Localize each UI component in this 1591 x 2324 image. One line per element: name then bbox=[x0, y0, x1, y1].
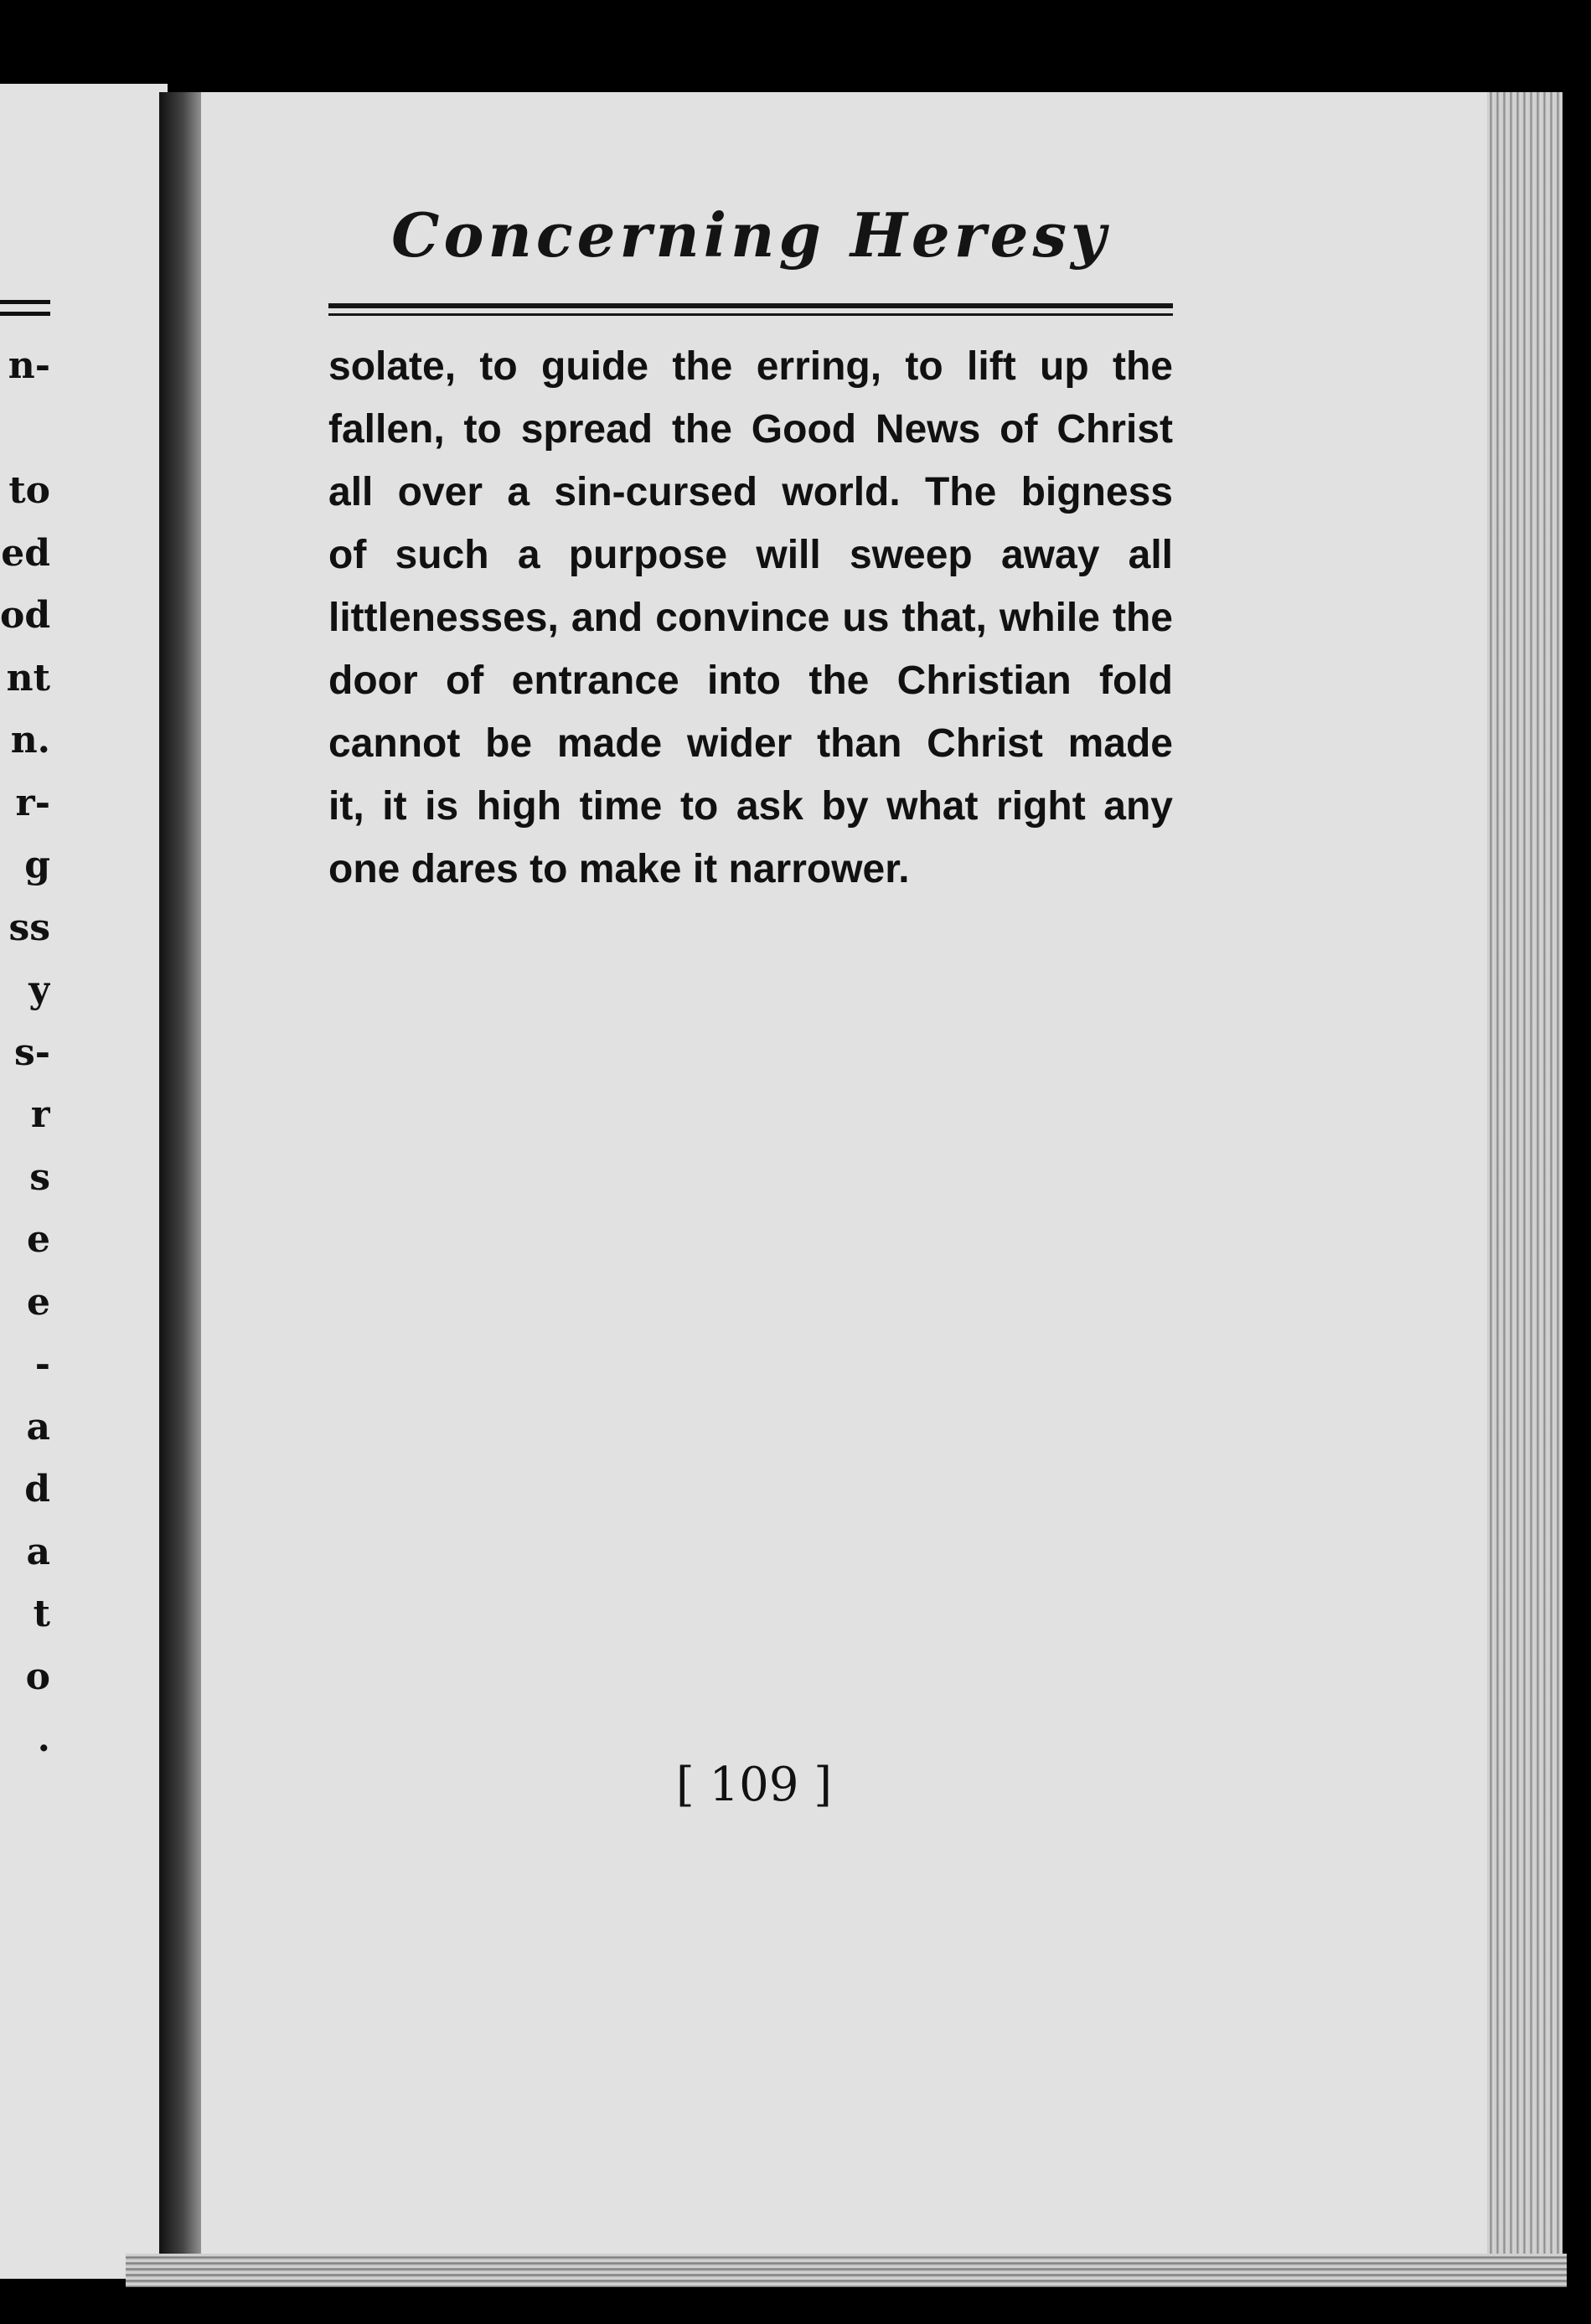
facing-line: od bbox=[0, 594, 50, 637]
text-line: one dares to make it narrower. bbox=[328, 847, 910, 891]
facing-line: s bbox=[29, 1155, 50, 1199]
bottom-page-edges bbox=[126, 2254, 1567, 2287]
page-number: [ 109 ] bbox=[675, 1758, 833, 1812]
text-line: solate, to guide the erring, to lift up the bbox=[328, 344, 1173, 389]
facing-line: e bbox=[27, 1218, 50, 1261]
facing-page-text-fragments bbox=[0, 335, 50, 1771]
body-text bbox=[328, 335, 1173, 901]
facing-line: ed bbox=[1, 531, 50, 575]
text-line: door of entrance into the Christian fold bbox=[328, 658, 1173, 703]
running-head: Concerning Heresy bbox=[391, 199, 1110, 271]
header-rule-thin bbox=[328, 313, 1173, 316]
facing-line: g bbox=[24, 844, 50, 886]
facing-line: n- bbox=[8, 344, 50, 387]
facing-line: s- bbox=[13, 1030, 50, 1074]
facing-line: o bbox=[25, 1655, 50, 1698]
facing-line: r- bbox=[15, 781, 50, 824]
text-line: littlenesses, and convince us that, while the bbox=[328, 596, 1173, 640]
facing-line: a bbox=[26, 1530, 50, 1573]
page-edges bbox=[1487, 92, 1563, 2287]
text-line: of such a purpose will sweep away all bbox=[328, 533, 1173, 577]
text-line: all over a sin-cursed world. The bigness bbox=[328, 470, 1173, 514]
facing-page-rule bbox=[0, 312, 50, 316]
facing-line: ss bbox=[8, 906, 50, 949]
facing-line: a bbox=[26, 1405, 50, 1449]
text-line: cannot be made wider than Christ made bbox=[328, 721, 1173, 766]
facing-line: y bbox=[28, 968, 50, 1011]
facing-line: . bbox=[37, 1717, 50, 1760]
text-line: it, it is high time to ask by what right any bbox=[328, 784, 1173, 829]
facing-line: n. bbox=[10, 719, 50, 762]
facing-line bbox=[0, 398, 50, 461]
facing-line: d bbox=[24, 1468, 50, 1511]
facing-line: r bbox=[30, 1093, 50, 1136]
facing-line: t bbox=[33, 1593, 50, 1635]
header-rule-thick bbox=[328, 303, 1173, 308]
facing-line: e bbox=[27, 1280, 50, 1324]
facing-page-rule bbox=[0, 300, 50, 304]
facing-line: to bbox=[8, 469, 50, 512]
facing-line: - bbox=[34, 1343, 50, 1386]
text-line: fallen, to spread the Good News of Christ bbox=[328, 407, 1173, 452]
facing-line: nt bbox=[6, 656, 50, 700]
facing-page bbox=[0, 84, 168, 2279]
